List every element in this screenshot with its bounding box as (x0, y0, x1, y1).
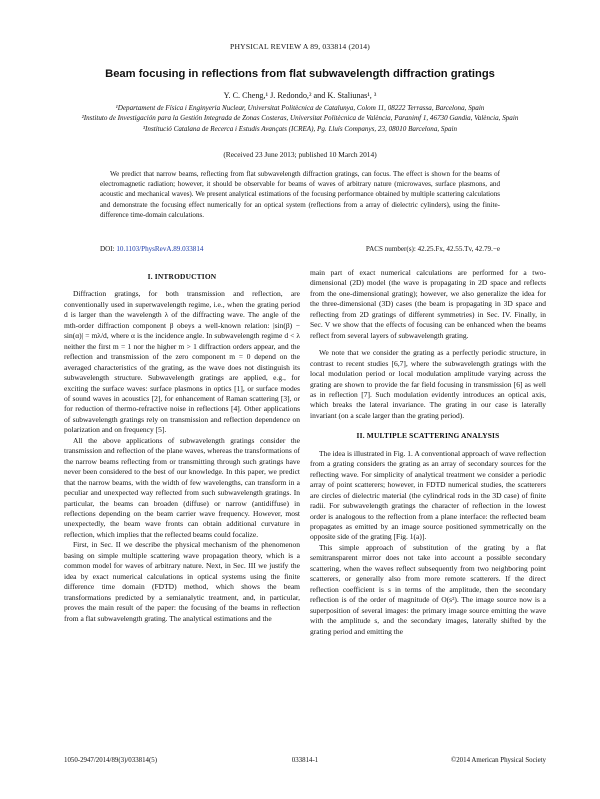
footer-issn: 1050-2947/2014/89(3)/033814(5) (64, 757, 158, 764)
section-heading-multiple-scattering: II. MULTIPLE SCATTERING ANALYSIS (356, 431, 500, 441)
footer-page-number: 033814-1 (291, 757, 319, 764)
doi-link[interactable]: 10.1103/PhysRevA.89.033814 (116, 245, 204, 253)
affiliations (80, 103, 520, 134)
intro-paragraph-2: All the above applications of subwavelength gratings consider the transmission and reflection of the plane waves, whereas the transformations of the narrow beams reflecting from or transmitting through such gratings have never been considered to the best of our knowledge. In this paper, we predict that the narrow beams, with the width of few wavelengths, can transform in a peculiar and unexpected way reflected from such subwavelength gratings. In particular, the beams can broaden (diffuse) or narrow (antidiffuse) in reflections depending on the beam carrier wave frequency. However, most unexpectedly, the beam wave fronts can obtain additional curvature in reflection, which implies that the reflected beams could focalize. (64, 435, 300, 539)
intro-paragraph-3-continued: main part of exact numerical calculations are performed for a two-dimensional (2D) model (the wave is propagating in 2D space and reflects from the one-dimensional grating); however, we also generalize the idea for the three-dimensional (3D) cases (the beam is propagating in 3D space and reflecting from 2D gratings of different symmetries) in Sec. IV. Finally, in Sec. V we show that the effects of focusing can be enhanced when the beams reflect from several layers of subwavelength grating. (310, 268, 546, 340)
received-dates: (Received 23 June 2013; published 10 March 2014) (223, 150, 377, 159)
affiliation-2: ²Instituto de Investigación para la Gestión Integrada de Zonas Costeras, Universitat Politècnica de València, Paranimf 1, 46730 Gandia, València, Spain (81, 114, 519, 123)
author-list: Y. C. Cheng,¹ J. Redondo,² and K. Staliunas¹, ³ (223, 91, 377, 100)
left-column (64, 268, 300, 624)
pacs-numbers: PACS number(s): 42.25.Fx, 42.55.Tv, 42.79.−e (365, 245, 500, 253)
ms-paragraph-2: This simple approach of substitution of the grating by a flat semitransparent mirror does not take into account a possible secondary scattering, when the waves reflect subsequently from two neighboring point scatterers, or generally also from more remote scatterers. If the direct reflection coefficient is s in terms of the amplitude, then the secondary reflection is of the order of magnitude of O(s²). The image source now is a superposition of several images: the primary image source emitting the wave with the amplitude s, and the secondary images, laterally shifted by the grating period and emitting the (310, 542, 546, 636)
intro-paragraph-3: First, in Sec. II we describe the physical mechanism of the phenomenon basing on simple multiple scattering wave propagation theory, which is a common model for waves of arbitrary nature. Next, in Sec. III we justify the idea by exact numerical calculations in optical systems using the finite difference time domain (FDTD) method, which shows the beam transformations predicted by a semianalytic treatment, and, in particular, proves the main result of the paper: the focusing of the beams in reflection from a flat subwavelength grating. The analytical estimations and the (64, 540, 300, 623)
doi-line (100, 245, 203, 253)
affiliation-1: ¹Departament de Física i Enginyeria Nuclear, Universitat Politècnica de Catalunya, Colom 11, 08222 Terrassa, Barcelona, Spain (115, 104, 485, 112)
intro-paragraph-4: We note that we consider the grating as a perfectly periodic structure, in contrast to recent studies [6,7], where the subwavelength gratings with the local modulation period or local modulation amplitude varying across the grating are shown to provide the far field focusing in transmission [6] as well as in reflection [7]. Such modulation evidently introduces an optical axis, which breaks the lateral invariance. The grating in our case is laterally invariant (on a scale larger than the grating period). (310, 348, 546, 420)
right-column (310, 268, 546, 637)
paper-title: Beam focusing in reflections from flat subwavelength diffraction gratings (105, 68, 495, 80)
affiliation-3: ³Institució Catalana de Recerca i Estudis Avançats (ICREA), Pg. Lluís Companys, 23, 08010 Barcelona, Spain (142, 124, 458, 133)
abstract: We predict that narrow beams, reflecting from flat subwavelength diffraction gratings, can focus. The effect is shown for the beams of electromagnetic radiation; however, it should be observable for beams of waves of arbitrary nature (microwaves, surface plasmons, and acoustic and mechanical waves). We present analytical estimations of the focusing performance obtained by multiple scattering calculations and demonstrate the focusing effect numerically for an optical system (reflections from a array of dielectric cylinders), using the finite-difference time-domain calculations. (100, 170, 500, 219)
doi-label: DOI: (100, 245, 115, 253)
running-head: PHYSICAL REVIEW A 89, 033814 (2014) (230, 42, 370, 51)
intro-paragraph-1: Diffraction gratings, for both transmission and reflection, are conventionally used in superwavelength regime, i.e., when the grating period d is larger than the wavelength λ of the diffracting wave. The angle of the mth-order diffraction component β obeys a well-known relation: |sin(β) − sin(α)| = mλ/d, where α is the incidence angle. In subwavelength regime d < λ neither the first m = 1 nor the higher m > 1 diffraction orders appear, and the reflection and transmission of the zero component m = 0 depend on the averaged characteristics of the grating, as the wave does not distinguish its subwavelength structure. Subwavelength gratings are applied, e.g., for exciting the surface waves: surface plasmons in optics [1], or surface modes of sound waves in acoustics [2], for enhancement of Raman scattering [3], or for reduction of thermo-refractive noise in reflections [4]. Other applications of subwavelength gratings rely on transmission and reflection dependence on polarization and on frequency [5]. (64, 289, 300, 435)
ms-paragraph-1: The idea is illustrated in Fig. 1. A conventional approach of wave reflection from a grating considers the grating as an array of secondary sources for the reflecting wave. For simplicity of analytical treatment we consider a periodic array of point scatterers; however, in FDTD numerical studies, the scatterers are circles of dielectric material (the cylindrical rods in the 3D case) of finite radii. For subwavelength gratings the character of reflection in the lowest order is analogous to the reflection from a plane interface: the reflected beam propagates as emitted by an image source positioned symmetrically on the opposite side of the grating [Fig. 1(a)]. (310, 448, 546, 542)
footer-copyright: ©2014 American Physical Society (451, 757, 546, 764)
section-heading-introduction: I. INTRODUCTION (147, 272, 217, 281)
